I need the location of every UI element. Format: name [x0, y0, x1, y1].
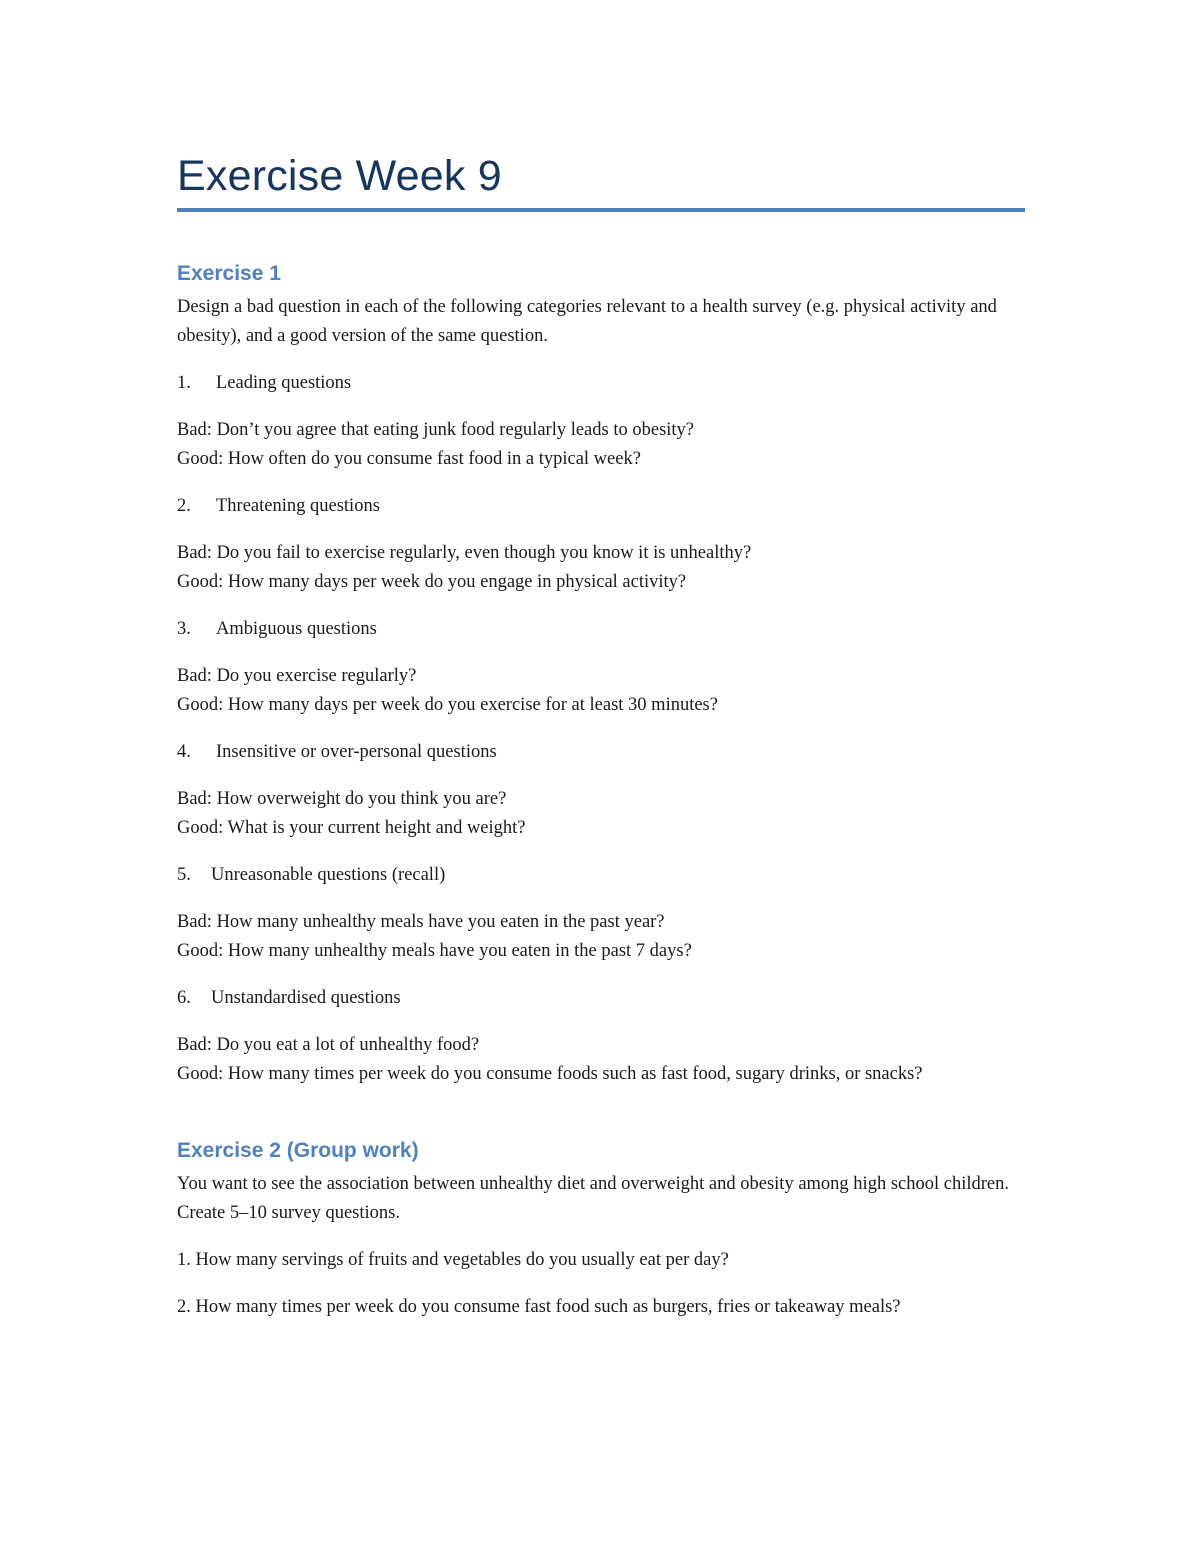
title-underline [177, 208, 1025, 212]
question-pair [177, 1031, 1025, 1089]
category-label: Leading questions [216, 373, 352, 393]
exercise-2-intro: You want to see the association between unhealthy diet and overweight and obesity among high school children. Create 5–10 survey questions. [177, 1174, 1009, 1223]
category-label: Threatening questions [216, 496, 380, 516]
good-question: Good: What is your current height and weight? [177, 818, 526, 838]
question-category [177, 615, 1025, 644]
category-number: 1. [177, 373, 191, 393]
good-question: Good: How many unhealthy meals have you eaten in the past 7 days? [177, 941, 692, 961]
survey-question: 2. How many times per week do you consume fast food such as burgers, fries or takeaway meals? [177, 1297, 901, 1317]
bad-question: Bad: Do you fail to exercise regularly, even though you know it is unhealthy? [177, 543, 752, 563]
question-pair [177, 539, 1025, 597]
bad-question: Bad: How overweight do you think you are? [177, 789, 507, 809]
category-label: Unreasonable questions (recall) [211, 865, 446, 885]
document-page [177, 150, 1025, 1322]
question-pair [177, 416, 1025, 474]
category-label: Ambiguous questions [216, 619, 377, 639]
good-question: Good: How many days per week do you exercise for at least 30 minutes? [177, 695, 718, 715]
exercise-2-heading: Exercise 2 (Group work) [177, 1139, 419, 1162]
category-number: 4. [177, 742, 191, 762]
exercise-1-heading: Exercise 1 [177, 262, 281, 285]
exercise-1-intro: Design a bad question in each of the following categories relevant to a health survey (e.g. physical activity and obesity), and a good version of the same question. [177, 297, 997, 346]
document-title: Exercise Week 9 [177, 152, 502, 200]
question-category [177, 492, 1025, 521]
category-number: 3. [177, 619, 191, 639]
bad-question: Bad: Do you exercise regularly? [177, 666, 417, 686]
question-pair [177, 785, 1025, 843]
question-pair [177, 908, 1025, 966]
good-question: Good: How often do you consume fast food in a typical week? [177, 449, 641, 469]
category-label: Unstandardised questions [211, 988, 401, 1008]
category-label: Insensitive or over-personal questions [216, 742, 497, 762]
question-category [177, 369, 1025, 398]
question-pair [177, 662, 1025, 720]
question-category [177, 861, 1025, 890]
good-question: Good: How many days per week do you engage in physical activity? [177, 572, 687, 592]
category-number: 6. [177, 988, 191, 1008]
category-number: 2. [177, 496, 191, 516]
good-question: Good: How many times per week do you consume foods such as fast food, sugary drinks, or snacks? [177, 1064, 923, 1084]
bad-question: Bad: Don’t you agree that eating junk food regularly leads to obesity? [177, 420, 695, 440]
bad-question: Bad: How many unhealthy meals have you eaten in the past year? [177, 912, 665, 932]
bad-question: Bad: Do you eat a lot of unhealthy food? [177, 1035, 480, 1055]
survey-question: 1. How many servings of fruits and vegetables do you usually eat per day? [177, 1250, 729, 1270]
category-number: 5. [177, 865, 191, 885]
question-category [177, 738, 1025, 767]
question-category [177, 984, 1025, 1013]
